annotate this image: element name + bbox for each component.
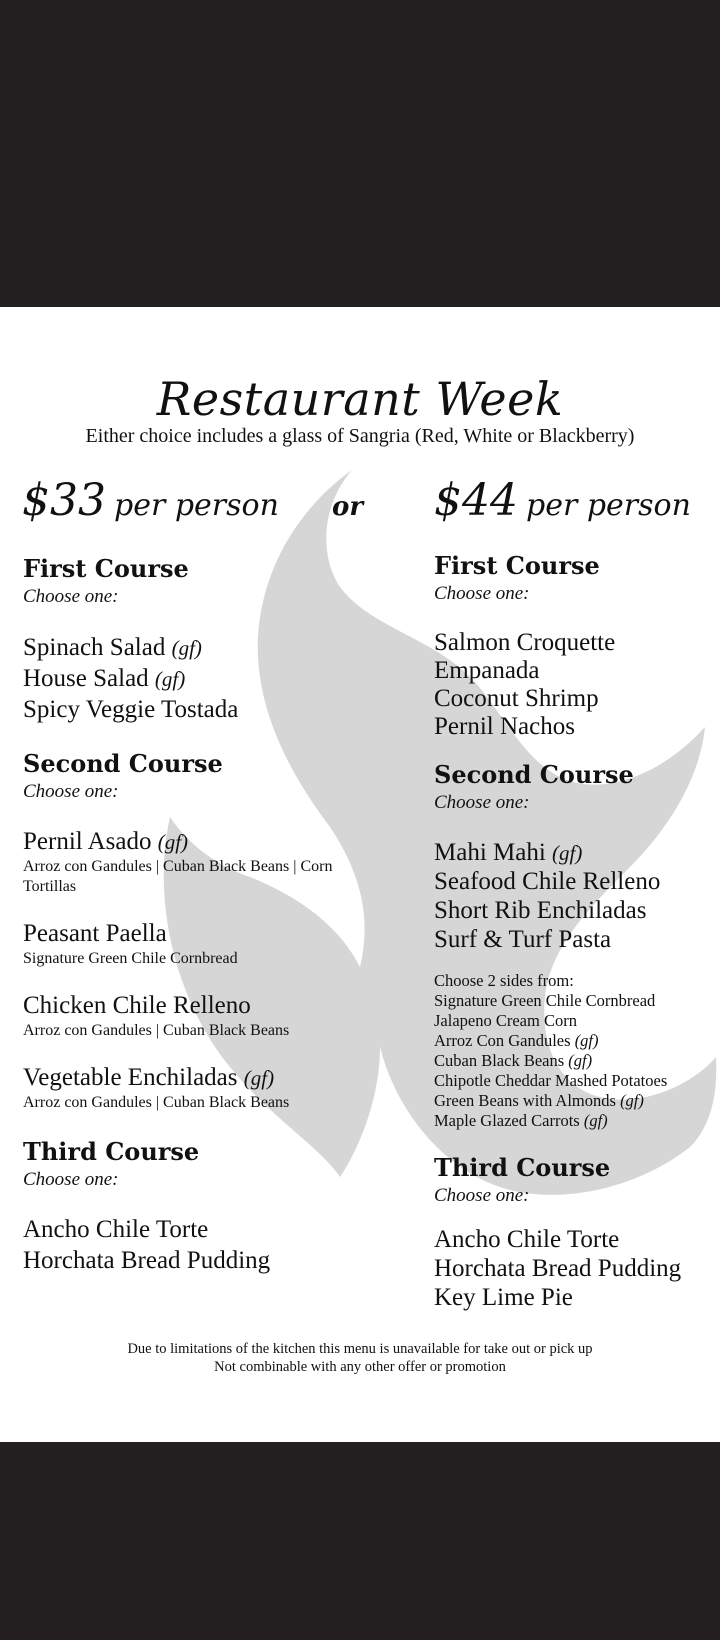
left-price: $33 xyxy=(22,475,106,526)
bottom-dark-band xyxy=(0,1442,720,1640)
menu-title: Restaurant Week xyxy=(156,372,564,426)
menu-item-description: Arroz con Gandules | Cuban Black Beans xyxy=(23,1094,290,1111)
menu-item: Spicy Veggie Tostada xyxy=(23,696,239,723)
side-item: Arroz Con Gandules (gf) xyxy=(434,1031,599,1050)
side-item: Green Beans with Almonds (gf) xyxy=(434,1091,644,1110)
menu-item: Horchata Bread Pudding xyxy=(23,1247,271,1274)
menu-item: Chicken Chile Relleno xyxy=(23,992,251,1019)
menu-item: Key Lime Pie xyxy=(434,1284,573,1311)
menu-item: Seafood Chile Relleno xyxy=(434,868,661,895)
right-price: $44 xyxy=(434,475,518,526)
menu-page xyxy=(0,307,720,1442)
menu-item: House Salad (gf) xyxy=(23,665,186,692)
right-second-course-title: Second Course xyxy=(434,760,634,789)
menu-item-description: Signature Green Chile Cornbread xyxy=(23,950,238,967)
menu-item: Pernil Asado (gf) xyxy=(23,828,189,855)
left-second-course-title: Second Course xyxy=(23,749,223,778)
menu-item-description: Arroz con Gandules | Cuban Black Beans | Corn Tortillas xyxy=(23,858,333,895)
right-per-person: per person xyxy=(525,488,691,523)
menu-item: Salmon Croquette xyxy=(434,629,616,656)
menu-item: Coconut Shrimp xyxy=(434,685,599,712)
right-third-choose: Choose one: xyxy=(434,1185,530,1206)
menu-item: Horchata Bread Pudding xyxy=(434,1255,682,1282)
left-price-heading xyxy=(22,475,279,526)
sides-heading: Choose 2 sides from: xyxy=(434,971,574,990)
right-first-course-title: First Course xyxy=(434,551,600,580)
menu-item: Spinach Salad (gf) xyxy=(23,634,202,661)
side-item: Maple Glazed Carrots (gf) xyxy=(434,1111,608,1130)
right-price-heading xyxy=(434,475,691,526)
menu-item: Peasant Paella xyxy=(23,920,167,947)
side-item: Chipotle Cheddar Mashed Potatoes xyxy=(434,1071,668,1090)
disclaimer-line-2: Not combinable with any other offer or promotion xyxy=(214,1359,506,1375)
disclaimer-line-1: Due to limitations of the kitchen this menu is unavailable for take out or pick up xyxy=(127,1341,593,1357)
menu-item: Vegetable Enchiladas (gf) xyxy=(23,1064,275,1091)
menu-subtitle: Either choice includes a glass of Sangria (Red, White or Blackberry) xyxy=(85,425,635,447)
side-item: Signature Green Chile Cornbread xyxy=(434,991,656,1010)
menu-item: Surf & Turf Pasta xyxy=(434,926,612,953)
left-first-choose: Choose one: xyxy=(23,586,119,607)
or-separator: or xyxy=(332,492,364,522)
menu-item: Pernil Nachos xyxy=(434,713,575,740)
left-third-course-title: Third Course xyxy=(23,1137,200,1166)
right-first-choose: Choose one: xyxy=(434,583,530,604)
menu-item: Empanada xyxy=(434,657,540,684)
left-second-choose: Choose one: xyxy=(23,781,119,802)
top-dark-band xyxy=(0,0,720,307)
menu-item: Short Rib Enchiladas xyxy=(434,897,647,924)
menu-item: Ancho Chile Torte xyxy=(23,1216,209,1243)
side-item: Jalapeno Cream Corn xyxy=(434,1011,577,1030)
menu-item-description: Arroz con Gandules | Cuban Black Beans xyxy=(23,1022,290,1039)
left-third-choose: Choose one: xyxy=(23,1169,119,1190)
menu-item: Mahi Mahi (gf) xyxy=(434,839,583,866)
right-third-course-title: Third Course xyxy=(434,1153,611,1182)
right-second-choose: Choose one: xyxy=(434,792,530,813)
menu-item: Ancho Chile Torte xyxy=(434,1226,620,1253)
left-per-person: per person xyxy=(113,488,279,523)
left-first-course-title: First Course xyxy=(23,554,189,583)
side-item: Cuban Black Beans (gf) xyxy=(434,1051,593,1070)
